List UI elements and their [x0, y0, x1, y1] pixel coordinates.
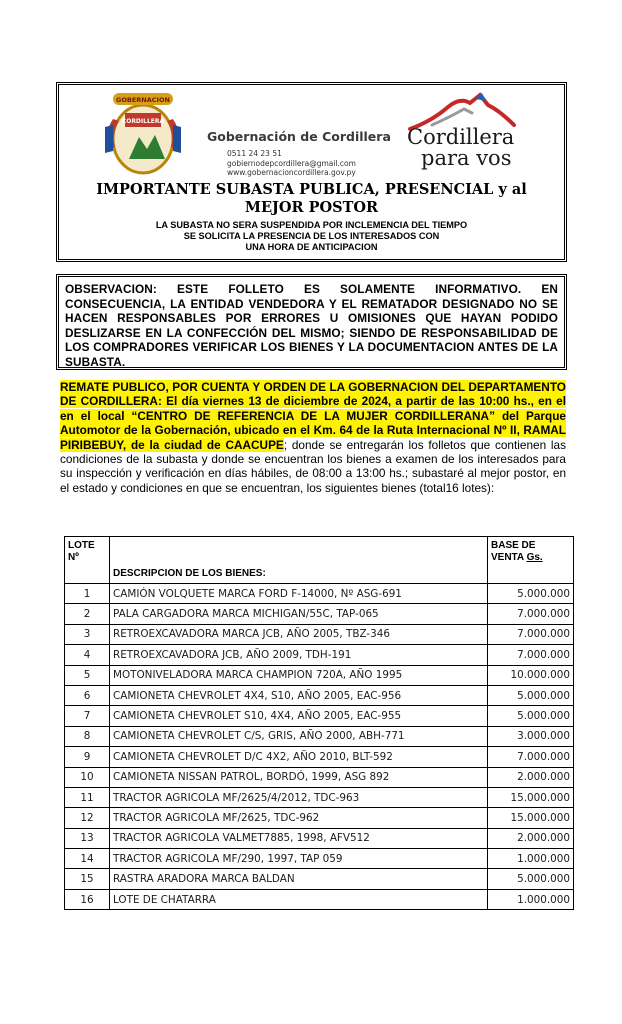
header-base-line1: BASE DE — [491, 540, 536, 551]
paragraph-rest: ; donde se entregarán los folletos que contienen las condiciones de la subasta y donde se encuentran los bienes a examen de los interesados para su inspección y verificación en días hábiles, de 08:00 a 13:00 hs.; subastaré al mejor postor, en el estado y condiciones en que se encuentran, los siguientes bienes (total16 lotes): — [60, 437, 566, 495]
table-row — [65, 624, 574, 644]
lot-description: CAMIONETA CHEVROLET C/S, GRIS, AÑO 2000, ABH-771 — [110, 726, 488, 746]
phone-text: 0511 24 23 51 — [227, 149, 282, 158]
lot-number: 4 — [65, 645, 110, 665]
lot-price: 15.000.000 — [488, 787, 574, 807]
lot-description: CAMIONETA NISSAN PATROL, BORDÓ, 1999, ASG 892 — [110, 767, 488, 787]
web-text: www.gobernacioncordillera.gov.py — [227, 168, 356, 177]
title-line1: IMPORTANTE SUBASTA PUBLICA, PRESENCIAL y al — [96, 181, 527, 198]
highlighted-text: REMATE PUBLICO, POR CUENTA Y ORDEN DE LA GOBERNACION DEL DEPARTAMENTO DE CORDILLERA: El día viernes 13 de diciembre de 2024, a partir de las 10:00 hs., en el en el local “CENTRO DE REFERENCIA DE LA MUJER CORDILLERANA” del Parque Automotor de la Gobernación, ubicado en el Km. 64 de la Ruta Internacional Nº II, RAMAL PIRIBEBUY, de la ciudad de CAACUPE — [60, 380, 566, 452]
lot-price: 7.000.000 — [488, 747, 574, 767]
email-text: gobiernodepcordillera@gmail.com — [227, 158, 356, 168]
lot-price: 7.000.000 — [488, 645, 574, 665]
lot-number: 12 — [65, 808, 110, 828]
lot-price: 1.000.000 — [488, 849, 574, 869]
lot-description: TRACTOR AGRICOLA VALMET7885, 1998, AFV512 — [110, 828, 488, 848]
table-row — [65, 889, 574, 909]
header-base — [488, 537, 574, 584]
table-row — [65, 767, 574, 787]
lot-number: 14 — [65, 849, 110, 869]
header-lote — [65, 537, 110, 584]
lot-description: TRACTOR AGRICOLA MF/2625/4/2012, TDC-963 — [110, 787, 488, 807]
sub-line3: UNA HORA DE ANTICIPACION — [245, 242, 378, 252]
lot-description: CAMIONETA CHEVROLET D/C 4X2, AÑO 2010, BLT-592 — [110, 747, 488, 767]
lot-price: 5.000.000 — [488, 584, 574, 604]
header-base-line2 — [491, 552, 570, 564]
logo-line2: para vos — [421, 146, 512, 170]
lot-description: CAMIONETA CHEVROLET S10, 4X4, AÑO 2005, EAC-955 — [110, 706, 488, 726]
header-lote-line2: Nº — [68, 552, 79, 563]
table-row — [65, 787, 574, 807]
lot-description: RETROEXCAVADORA JCB, AÑO 2009, TDH-191 — [110, 645, 488, 665]
table-row — [65, 747, 574, 767]
lot-description: PALA CARGADORA MARCA MICHIGAN/55C, TAP-065 — [110, 604, 488, 624]
lots-table — [64, 536, 574, 910]
lot-description: CAMIÓN VOLQUETE MARCA FORD F-14000, Nº ASG-691 — [110, 584, 488, 604]
gobernacion-seal-icon — [99, 89, 187, 179]
lot-price: 3.000.000 — [488, 726, 574, 746]
auction-paragraph — [60, 380, 566, 495]
lot-price: 1.000.000 — [488, 889, 574, 909]
lot-price: 2.000.000 — [488, 767, 574, 787]
header-base-unit: Gs. — [526, 552, 543, 563]
logo-line1: Cordillera — [407, 125, 515, 149]
table-row — [65, 726, 574, 746]
table-row — [65, 665, 574, 685]
header-box — [56, 82, 567, 262]
lot-number: 15 — [65, 869, 110, 889]
sub-line1: LA SUBASTA NO SERA SUSPENDIDA POR INCLEMENCIA DEL TIEMPO — [155, 220, 468, 230]
lot-number: 5 — [65, 665, 110, 685]
lot-price: 5.000.000 — [488, 869, 574, 889]
lot-price: 5.000.000 — [488, 706, 574, 726]
lot-description: MOTONIVELADORA MARCA CHAMPION 720A, AÑO 1995 — [110, 665, 488, 685]
lot-number: 10 — [65, 767, 110, 787]
table-row — [65, 808, 574, 828]
cordillera-para-vos-logo — [407, 127, 514, 169]
table-row — [65, 604, 574, 624]
sub-line2: SE SOLICITA LA PRESENCIA DE LOS INTERESADOS CON — [183, 231, 440, 241]
table-row — [65, 645, 574, 665]
lot-price: 7.000.000 — [488, 604, 574, 624]
lot-description: LOTE DE CHATARRA — [110, 889, 488, 909]
table-row — [65, 685, 574, 705]
lot-number: 8 — [65, 726, 110, 746]
lot-price: 7.000.000 — [488, 624, 574, 644]
lot-number: 6 — [65, 685, 110, 705]
lot-number: 3 — [65, 624, 110, 644]
title-line2: MEJOR POSTOR — [244, 199, 379, 216]
observation-text: OBSERVACION: ESTE FOLLETO ES SOLAMENTE INFORMATIVO. EN CONSECUENCIA, LA ENTIDAD VENDEDORA Y EL REMATADOR DESIGNADO NO SE HACEN RESPONSABLES POR ERRORES U OMISIONES QUE HAYAN PODIDO DESLIZARSE EN LA CONFECCIÓN DEL MISMO; SIENDO DE RESPONSABILIDAD DE LOS COMPRADORES VERIFICAR LOS BIENES Y LA DOCUMENTACION ANTES DE LA SUBASTA. — [65, 282, 558, 369]
lot-price: 15.000.000 — [488, 808, 574, 828]
lot-number: 16 — [65, 889, 110, 909]
table-row — [65, 584, 574, 604]
table-row — [65, 869, 574, 889]
table-row — [65, 828, 574, 848]
lot-number: 7 — [65, 706, 110, 726]
lot-number: 2 — [65, 604, 110, 624]
gobernacion-name: Gobernación de Cordillera — [207, 129, 391, 144]
header-base-venta: VENTA — [491, 552, 524, 563]
main-title — [59, 181, 564, 217]
lot-price: 2.000.000 — [488, 828, 574, 848]
lot-description: TRACTOR AGRICOLA MF/290, 1997, TAP 059 — [110, 849, 488, 869]
lot-number: 13 — [65, 828, 110, 848]
table-row — [65, 849, 574, 869]
lot-number: 1 — [65, 584, 110, 604]
lot-description: RASTRA ARADORA MARCA BALDAN — [110, 869, 488, 889]
contact-block — [227, 149, 356, 178]
subtitle-block — [59, 220, 564, 253]
observation-box — [56, 274, 567, 370]
lot-description: CAMIONETA CHEVROLET 4X4, S10, AÑO 2005, EAC-956 — [110, 685, 488, 705]
lot-description: TRACTOR AGRICOLA MF/2625, TDC-962 — [110, 808, 488, 828]
lot-number: 11 — [65, 787, 110, 807]
table-row — [65, 706, 574, 726]
lot-number: 9 — [65, 747, 110, 767]
seal-text-mid: CORDILLERA — [121, 118, 165, 125]
lot-price: 5.000.000 — [488, 685, 574, 705]
header-description: DESCRIPCION DE LOS BIENES: — [110, 537, 488, 584]
lot-description: RETROEXCAVADORA MARCA JCB, AÑO 2005, TBZ-346 — [110, 624, 488, 644]
header-lote-line1: LOTE — [68, 540, 95, 551]
seal-text-top: GOBERNACION — [116, 96, 170, 104]
lot-price: 10.000.000 — [488, 665, 574, 685]
table-header-row — [65, 537, 574, 584]
